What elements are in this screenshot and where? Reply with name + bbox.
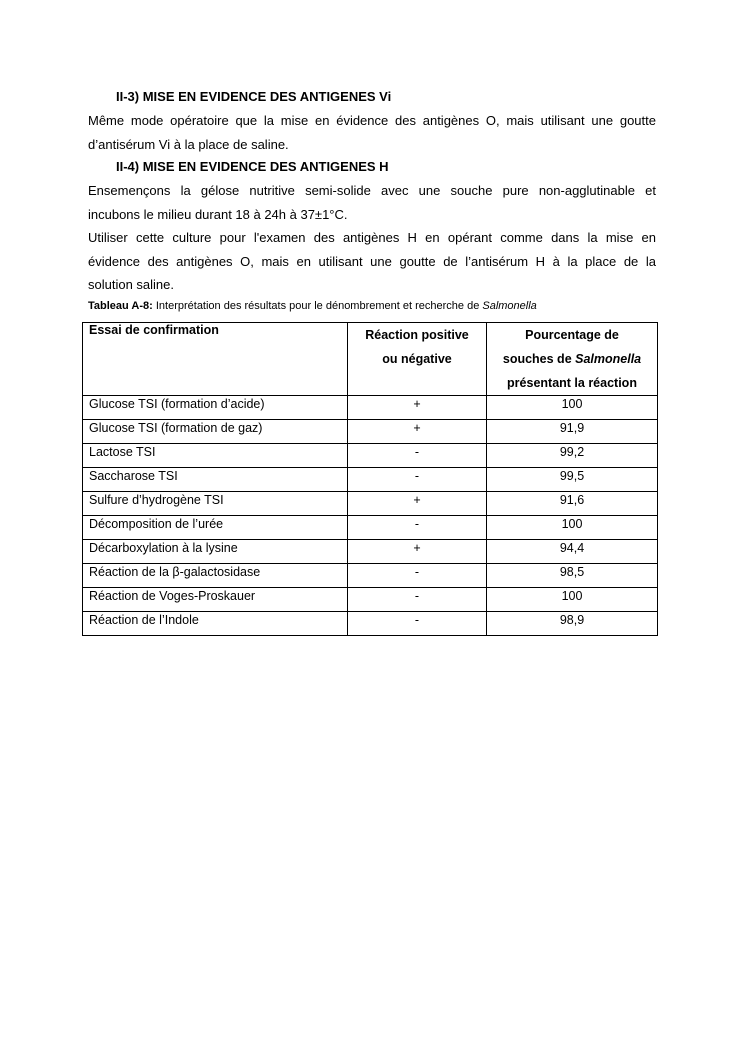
cell-reaction: - — [348, 444, 487, 468]
table-row — [83, 564, 658, 588]
cell-percent: 99,5 — [487, 468, 658, 492]
cell-test: Réaction de Voges-Proskauer — [83, 588, 348, 612]
header-percent-prefix: souches de — [502, 352, 576, 366]
paragraph-line: d’antisérum Vi à la place de saline. — [88, 136, 289, 152]
caption-text: Interprétation des résultats pour le dénombrement et recherche de — [152, 300, 483, 312]
table-row — [83, 516, 658, 540]
table-row — [83, 420, 658, 444]
table-row — [83, 588, 658, 612]
header-percent-line: présentant la réaction — [507, 376, 637, 390]
table-header-row — [83, 323, 658, 396]
cell-reaction: + — [348, 420, 487, 444]
cell-test: Réaction de la β-galactosidase — [83, 564, 348, 588]
cell-reaction: - — [348, 516, 487, 540]
header-reaction-line: Réaction positive — [365, 328, 469, 342]
cell-percent: 98,5 — [487, 564, 658, 588]
header-percent-line: Pourcentage de — [525, 328, 619, 342]
cell-test: Décomposition de l’urée — [83, 516, 348, 540]
paragraph-line: évidence des antigènes O, mais en utilisant une goutte de l’antisérum H à la place de la — [88, 253, 656, 269]
cell-reaction: - — [348, 564, 487, 588]
cell-test: Saccharose TSI — [83, 468, 348, 492]
paragraph-line: Même mode opératoire que la mise en évidence des antigènes O, mais utilisant une goutte — [88, 113, 656, 128]
paragraph-line: Utiliser cette culture pour l'examen des antigènes H en opérant comme dans la mise en — [88, 230, 656, 245]
cell-reaction: - — [348, 612, 487, 636]
cell-percent: 100 — [487, 516, 658, 540]
paragraph-line: incubons le milieu durant 18 à 24h à 37±1°C. — [88, 206, 348, 222]
cell-test: Glucose TSI (formation d’acide) — [83, 396, 348, 420]
table-row — [83, 468, 658, 492]
section-h-paragraph — [88, 179, 656, 297]
cell-test: Lactose TSI — [83, 444, 348, 468]
section-vi-paragraph — [88, 109, 656, 156]
caption-italic: Salmonella — [482, 300, 537, 312]
cell-test: Glucose TSI (formation de gaz) — [83, 420, 348, 444]
cell-percent: 99,2 — [487, 444, 658, 468]
table-caption — [88, 300, 537, 312]
cell-percent: 100 — [487, 396, 658, 420]
table-row — [83, 444, 658, 468]
header-reaction — [348, 323, 487, 396]
table-row — [83, 612, 658, 636]
header-reaction-line: ou négative — [382, 352, 452, 366]
header-test: Essai de confirmation — [83, 323, 348, 396]
cell-percent: 91,9 — [487, 420, 658, 444]
cell-test: Réaction de l’Indole — [83, 612, 348, 636]
section-vi-heading: II-3) MISE EN EVIDENCE DES ANTIGENES Vi — [116, 89, 392, 104]
paragraph-line: solution saline. — [88, 277, 174, 292]
cell-test: Décarboxylation à la lysine — [83, 540, 348, 564]
table-row — [83, 396, 658, 420]
header-percent-italic: Salmonella — [575, 352, 642, 366]
cell-reaction: + — [348, 396, 487, 420]
cell-reaction: - — [348, 588, 487, 612]
cell-reaction: - — [348, 468, 487, 492]
header-percent — [487, 323, 658, 396]
cell-percent: 94,4 — [487, 540, 658, 564]
section-h-heading: II-4) MISE EN EVIDENCE DES ANTIGENES H — [116, 159, 389, 174]
cell-percent: 91,6 — [487, 492, 658, 516]
results-table — [82, 322, 658, 636]
caption-label: Tableau A-8: — [88, 300, 153, 312]
cell-percent: 100 — [487, 588, 658, 612]
cell-test: Sulfure d’hydrogène TSI — [83, 492, 348, 516]
cell-percent: 98,9 — [487, 612, 658, 636]
table-row — [83, 540, 658, 564]
paragraph-line: Ensemençons la gélose nutritive semi-solide avec une souche pure non-agglutinable et — [88, 183, 656, 198]
header-percent-line — [493, 347, 651, 371]
table-row — [83, 492, 658, 516]
cell-reaction: + — [348, 540, 487, 564]
cell-reaction: + — [348, 492, 487, 516]
